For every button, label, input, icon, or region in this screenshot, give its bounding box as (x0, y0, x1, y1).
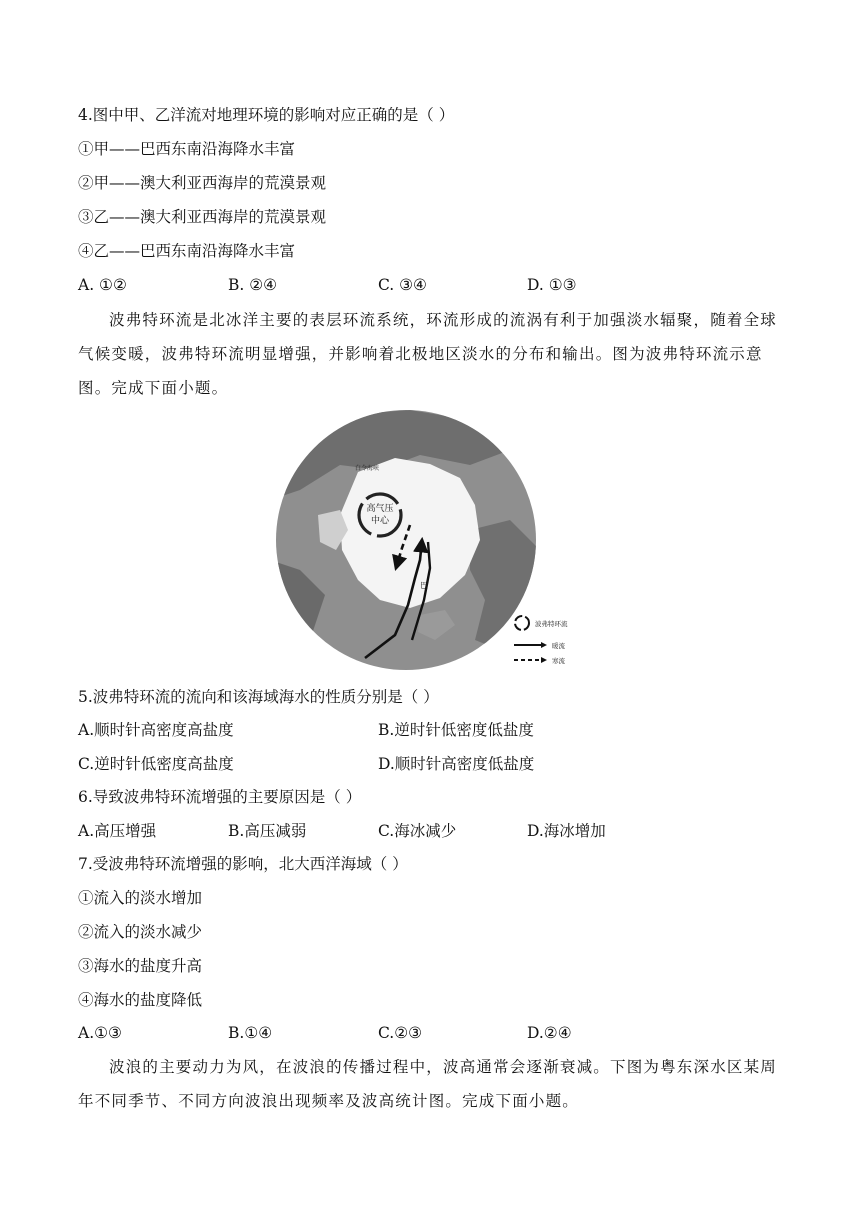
q6-stem: 6.导致波弗特环流增强的主要原因是（ ） (78, 788, 362, 806)
q4-option-a: A. ①② (78, 276, 127, 294)
passage-beaufort: 波弗特环流是北冰洋主要的表层环流系统，环流形成的流涡有利于加强淡水辐聚，随着全球气候变暖，波弗特环流明显增强，并影响着北极地区淡水的分布和输出。图为波弗特环流示意图。完成下面小题。 (78, 311, 778, 397)
passage-waves: 波浪的主要动力为风，在波浪的传播过程中，波高通常会逐渐衰减。下图为粤东深水区某周年不同季节、不同方向波浪出现频率及波高统计图。完成下面小题。 (78, 1058, 778, 1110)
q7-item-4: ④海水的盐度降低 (78, 991, 203, 1009)
q5-option-c: C.逆时针低密度高盐度 (78, 755, 234, 773)
q7-option-b: B.①④ (228, 1024, 273, 1042)
q6-option-a: A.高压增强 (78, 822, 157, 840)
legend-gyre-symbol (515, 616, 529, 630)
q4-item-3: ③乙——澳大利亚西海岸的荒漠景观 (78, 208, 327, 226)
figure-place-label: 白令海峡 (355, 465, 380, 472)
q5-option-b: B.逆时针低密度低盐度 (378, 721, 534, 739)
q7-stem: 7.受波弗特环流增强的影响，北大西洋海域（ ） (78, 855, 408, 873)
beaufort-gyre-map (270, 410, 600, 672)
legend-warm-label: 暖流 (552, 642, 565, 650)
q7-option-c: C.②③ (378, 1024, 423, 1042)
q4-item-1: ①甲——巴西东南沿海降水丰富 (78, 140, 296, 158)
q5-option-d: D.顺时针高密度低盐度 (378, 755, 535, 773)
figure-center-label-2: 中心 (370, 516, 390, 526)
q4-option-d: D. ①③ (527, 276, 577, 294)
legend-gyre-label: 波弗特环流 (535, 620, 568, 628)
q5-stem: 5.波弗特环流的流向和该海域海水的性质分别是（ ） (78, 688, 439, 706)
legend-cold-label: 寒流 (552, 657, 565, 665)
q7-option-a: A.①③ (78, 1024, 122, 1042)
beaufort-gyre-figure (270, 410, 600, 672)
q4-stem: 4.图中甲、乙洋流对地理环境的影响对应正确的是（ ） (78, 106, 455, 124)
q7-item-2: ②流入的淡水减少 (78, 923, 203, 941)
q4-item-4: ④乙——巴西东南沿海降水丰富 (78, 242, 296, 260)
q6-option-c: C.海冰减少 (378, 822, 457, 840)
figure-region-label: 巴 (420, 581, 428, 590)
q4-item-2: ②甲——澳大利亚西海岸的荒漠景观 (78, 174, 327, 192)
q6-option-d: D.海冰增加 (527, 822, 606, 840)
figure-center-label-1: 高气压 (366, 504, 394, 514)
q6-option-b: B.高压减弱 (228, 822, 307, 840)
q7-item-1: ①流入的淡水增加 (78, 889, 203, 907)
q4-option-c: C. ③④ (378, 276, 427, 294)
q4-option-b: B. ②④ (228, 276, 278, 294)
q7-item-3: ③海水的盐度升高 (78, 957, 203, 975)
q5-option-a: A.顺时针高密度高盐度 (78, 721, 234, 739)
figure-legend (514, 616, 568, 665)
q7-option-d: D.②④ (527, 1024, 572, 1042)
